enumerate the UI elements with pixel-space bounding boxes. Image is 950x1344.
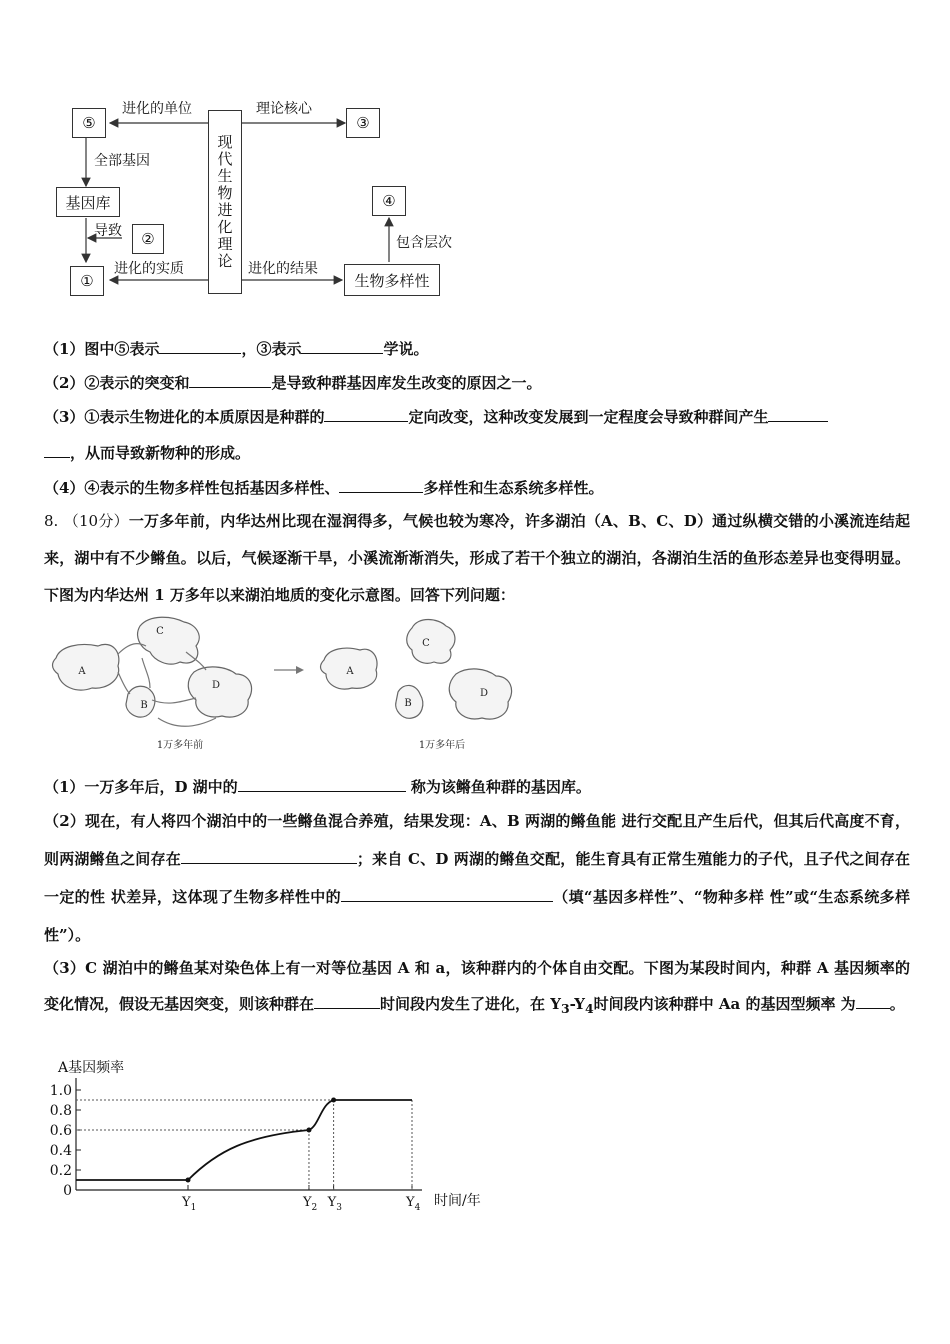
label-evolution-essence: 进化的实质 <box>114 261 184 277</box>
answer-blank[interactable] <box>856 994 890 1009</box>
x-axis-title: 时间/年 <box>434 1193 481 1209</box>
gene-pool-box: 基因库 <box>56 187 120 217</box>
series-line-a-frequency <box>76 1100 412 1180</box>
q8-sub3: （3）C 湖泊中的鳉鱼某对染色体上有一对等位基因 A 和 a，该种群内的个体自由交配。下图为某段时间内，种群 A 基因频率的变化情况，假设无基因突变，则该种群在 时间段内发生了进化，在 $Y_3-Y_4$时间段内该种群中 Aa 的基因型频率 为 。 <box>44 959 910 1016</box>
q7-sub4: （4）④表示的生物多样性包括基因多样性、 多样性和生态系统多样性。 <box>44 479 604 497</box>
answer-blank[interactable] <box>341 887 553 902</box>
chart-svg <box>36 1058 481 1218</box>
answer-blank[interactable] <box>324 407 408 422</box>
answer-blank[interactable] <box>768 407 828 422</box>
lake-c-before <box>138 617 200 664</box>
y-axis-title: A基因频率 <box>58 1060 125 1076</box>
answer-blank[interactable] <box>238 777 406 792</box>
lakes-figure <box>46 612 536 757</box>
data-point <box>331 1098 336 1103</box>
q8-intro: 8. （10分）一万多年前，内华达州比现在湿润得多，气候也较为寒冷，许多湖泊（A、B、C、D）通过纵横交错的小溪流连结起来，湖中有不少鳉鱼。以后，气候逐渐干旱，小溪流渐渐消失，形成了若干个独立的湖泊，各湖泊生活的鱼形态差异也变得明显。下图为内华达州 1 万多年以来湖泊地质的变化示意图。回答下列问题： <box>44 512 910 604</box>
q8-sub2: （2）现在，有人将四个湖泊中的一些鳉鱼混合养殖，结果发现：A、B 两湖的鳉鱼能 进行交配且产生后代，但其后代高度不育，则两湖鳉鱼之间存在 ；来自 C、D 两湖的鳉鱼交配，能生育具有正常生殖能力的子代，且子代之间存在一定的性 状差异，这体现了生物多样性中的 （填“基因多样性”、“物种多样 性”或“生态系统多样性”）。 <box>44 812 910 944</box>
answer-blank[interactable] <box>189 373 271 388</box>
y-tick-label: 0.8 <box>49 1103 72 1119</box>
x-tick-label: $Y_2$ <box>302 1195 318 1213</box>
label-evolution-result: 进化的结果 <box>248 261 318 277</box>
lake-label-a-after: A <box>346 666 354 677</box>
y-tick-label: 0 <box>63 1183 72 1199</box>
answer-blank[interactable] <box>339 478 423 493</box>
box-2: ② <box>132 224 164 254</box>
answer-blank[interactable] <box>181 849 357 864</box>
lake-label-d-after: D <box>479 688 489 699</box>
lake-label-b: B <box>140 700 148 711</box>
biodiversity-box: 生物多样性 <box>344 264 440 296</box>
lake-c-after <box>407 620 455 664</box>
center-theory-box: 现代生物进化理论 <box>208 110 242 294</box>
lake-label-d: D <box>211 680 221 691</box>
q7-sub1: （1）图中⑤表示 ，③表示 学说。 <box>44 340 429 358</box>
answer-blank[interactable] <box>44 443 70 458</box>
answer-blank[interactable] <box>159 339 241 354</box>
lake-label-c: C <box>156 626 164 637</box>
lake-label-a: A <box>78 666 86 677</box>
box-1: ① <box>70 266 104 296</box>
label-levels: 包含层次 <box>396 235 452 251</box>
label-all-genes: 全部基因 <box>94 153 150 169</box>
q8-sub1: （1）一万多年后，D 湖中的 称为该鳉鱼种群的基因库。 <box>44 778 591 796</box>
arrow-head <box>296 666 304 674</box>
box-3: ③ <box>346 108 380 138</box>
q7-sub2: （2）②表示的突变和 是导致种群基因库发生改变的原因之一。 <box>44 374 542 392</box>
data-point <box>306 1128 311 1133</box>
q7-sub3-line2: ，从而导致新物种的形成。 <box>44 442 250 463</box>
lake-d-before <box>188 667 251 717</box>
lake-label-b-after: B <box>404 698 412 709</box>
x-tick-label: $Y_3$ <box>327 1195 342 1213</box>
caption-after: 1万多年后 <box>418 740 466 751</box>
y-tick-label: 0.2 <box>49 1163 72 1179</box>
y-tick-label: 0.4 <box>49 1143 72 1159</box>
evolution-theory-diagram <box>50 90 470 310</box>
label-evolution-unit: 进化的单位 <box>122 101 192 117</box>
x-tick-label: $Y_1$ <box>182 1195 197 1213</box>
x-tick-label: $Y_4$ <box>406 1195 421 1213</box>
y-tick-label: 1.0 <box>49 1083 72 1099</box>
q7-sub3-line1: （3）①表示生物进化的本质原因是种群的 定向改变，这种改变发展到一定程度会导致种群间产生 <box>44 406 828 427</box>
label-cause: 导致 <box>94 223 122 239</box>
answer-blank[interactable] <box>314 994 380 1009</box>
box-5: ⑤ <box>72 108 106 138</box>
lake-label-c-after: C <box>422 638 430 649</box>
label-theory-core: 理论核心 <box>256 101 312 117</box>
data-point <box>186 1178 191 1183</box>
answer-blank[interactable] <box>301 339 383 354</box>
lake-a-before <box>53 644 119 690</box>
lakes-drawing <box>46 612 536 757</box>
y-tick-label: 0.6 <box>49 1123 72 1139</box>
caption-before: 1万多年前 <box>156 740 204 751</box>
box-4: ④ <box>372 186 406 216</box>
gene-frequency-chart <box>36 1058 481 1218</box>
